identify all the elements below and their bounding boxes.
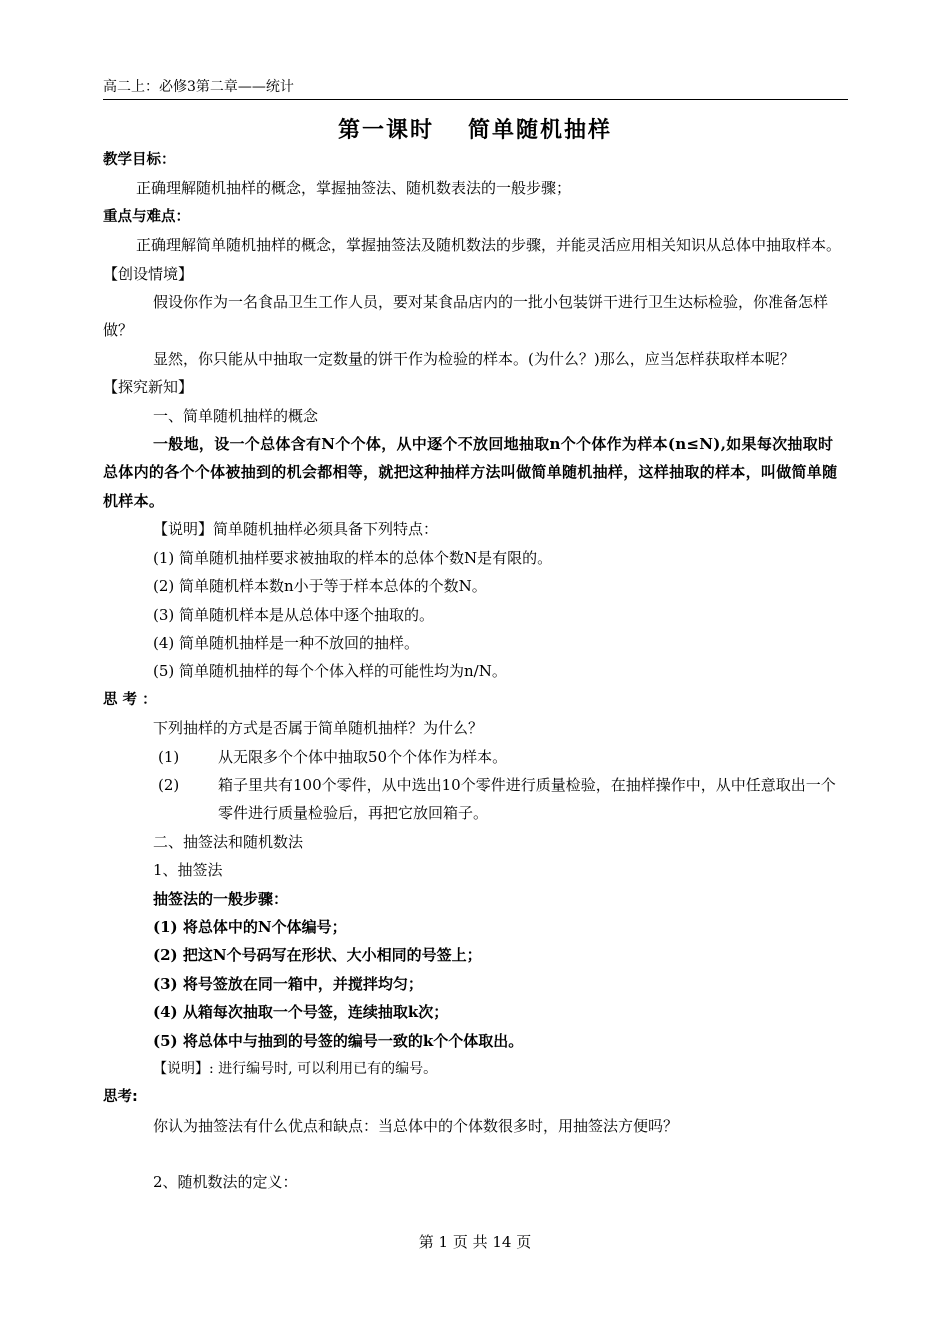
document-body	[103, 146, 848, 1197]
key-points-heading: 重点与难点：	[103, 208, 190, 225]
random-number-heading: 2、随机数法的定义：	[153, 1173, 298, 1192]
scenario-paragraph-2: 显然，你只能从中抽取一定数量的饼干作为检验的样本。(为什么？)那么，应当怎样获取样本呢？	[153, 349, 795, 368]
think-item	[103, 743, 848, 771]
feature-item: (4) 简单随机抽样是一种不放回的抽样。	[153, 633, 420, 652]
concept-definition: 一般地，设一个总体含有N个个体，从中逐个不放回地抽取n个个体作为样本(n≤N),如果每次抽取时总体内的各个个体被抽到的机会都相等，就把这种抽样方法叫做简单随机抽样，这样抽取的样本，叫做简单随机样本。	[103, 435, 838, 510]
lottery-step: (5) 将总体中与抽到的号签的编号一致的k个个体取出。	[153, 1031, 524, 1050]
title-topic: 简单随机抽样	[468, 118, 613, 143]
scenario-heading: 【创设情境】	[103, 264, 194, 283]
note-text: 简单随机抽样必须具备下列特点：	[213, 520, 439, 539]
think-question: 下列抽样的方式是否属于简单随机抽样？为什么？	[153, 719, 484, 738]
goals-heading: 教学目标：	[103, 152, 176, 168]
note-line	[103, 515, 848, 543]
concept-heading: 一、简单随机抽样的概念	[153, 406, 319, 425]
note2-text: : 进行编号时, 可以利用已有的编号。	[209, 1061, 438, 1077]
lottery-step: (1) 将总体中的N个体编号；	[153, 917, 347, 936]
key-points-text: 正确理解简单随机抽样的概念，掌握抽签法及随机数法的步骤，并能灵活应用相关知识从总体中抽取样本。	[136, 236, 842, 255]
goals-text: 正确理解随机抽样的概念，掌握抽签法、随机数表法的一般步骤；	[136, 179, 572, 198]
feature-item: (2) 简单随机样本数n小于等于样本总体的个数N。	[153, 577, 487, 596]
lottery-heading: 1、抽签法	[153, 861, 223, 880]
explore-heading: 【探究新知】	[103, 378, 194, 397]
lottery-step: (2) 把这N个号码写在形状、大小相同的号签上；	[153, 946, 482, 965]
page-footer: 第 1 页 共 14 页	[418, 1233, 532, 1251]
page-title	[0, 113, 950, 144]
think-item-number: (2)	[158, 775, 180, 794]
title-lesson: 第一课时	[337, 118, 434, 143]
page-header: 高二上：必修3第二章——统计	[103, 77, 848, 100]
feature-item: (3) 简单随机样本是从总体中逐个抽取的。	[153, 605, 435, 624]
note-label: 【说明】	[153, 520, 214, 539]
think-heading: 思 考 ：	[103, 691, 157, 708]
scenario-paragraph-1: 假设你作为一名食品卫生工作人员，要对某食品店内的一批小包装饼干进行卫生达标检验，你准备怎样做？	[103, 293, 829, 340]
think-item-text: 箱子里共有100个零件，从中选出10个零件进行质量检验，在抽样操作中，从中任意取出一个零件进行质量检验后，再把它放回箱子。	[218, 775, 836, 823]
think-item	[103, 771, 848, 828]
note2-label: 【说明】	[153, 1061, 209, 1077]
think-item-number: (1)	[158, 747, 180, 766]
think2-text: 你认为抽签法有什么优点和缺点：当总体中的个体数很多时，用抽签法方便吗？	[153, 1116, 679, 1135]
think2-heading: 思考:	[103, 1089, 138, 1106]
lottery-steps-heading: 抽签法的一般步骤：	[153, 889, 289, 908]
feature-item: (1) 简单随机抽样要求被抽取的样本的总体个数N是有限的。	[153, 548, 553, 567]
section2-heading: 二、抽签法和随机数法	[153, 832, 304, 851]
think-item-text: 从无限多个个体中抽取50个个体作为样本。	[218, 747, 508, 766]
lottery-step: (4) 从箱每次抽取一个号签，连续抽取k次；	[153, 1003, 449, 1022]
note2-line	[103, 1055, 848, 1083]
lottery-step: (3) 将号签放在同一箱中，并搅拌均匀；	[153, 974, 423, 993]
feature-item: (5) 简单随机抽样的每个个体入样的可能性均为n/N。	[153, 662, 507, 681]
